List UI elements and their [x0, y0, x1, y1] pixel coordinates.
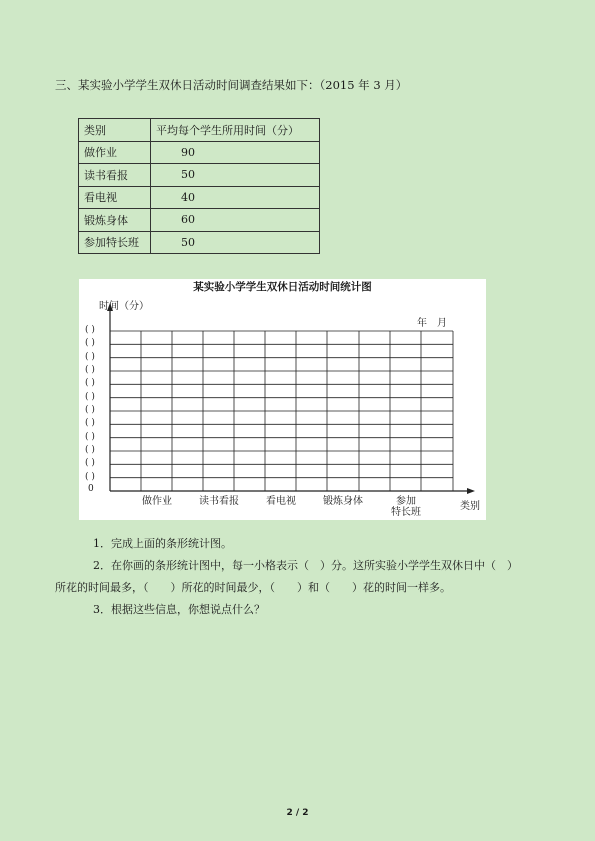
date-label: 年 月 [417, 318, 447, 329]
table-row [79, 209, 320, 232]
y-tick-label: ( ) [85, 325, 95, 335]
y-tick-label: ( ) [85, 458, 95, 469]
bar-chart-blank [79, 279, 486, 520]
y-tick-label: ( ) [85, 445, 95, 455]
page-number: 2 / 2 [286, 808, 309, 818]
table-row [79, 164, 320, 187]
y-tick-label: ( ) [85, 365, 95, 375]
table-row [79, 186, 320, 209]
y-tick-label: ( ) [85, 431, 95, 442]
table-header-row [79, 119, 320, 142]
table-cell-time: 50 [151, 164, 320, 187]
question-2-line-1: 2．在你画的条形统计图中，每一小格表示（ ）分。这所实验小学学生双休日中（ ） [93, 559, 518, 572]
table-row [79, 141, 320, 164]
x-tick-label: 读书看报 [199, 496, 239, 507]
x-tick-label: 参加 特长班 [391, 496, 421, 518]
x-axis-label: 类别 [460, 501, 480, 512]
y-tick-label: ( ) [85, 378, 95, 389]
y-tick-label: ( ) [85, 405, 95, 415]
table-cell-category: 参加特长班 [79, 231, 151, 254]
table-header-time: 平均每个学生所用时间（分） [151, 119, 320, 142]
y-tick-label: ( ) [85, 351, 95, 362]
x-axis-arrow-icon [467, 488, 475, 494]
table-cell-time: 40 [151, 186, 320, 209]
chart-title: 某实验小学学生双休日活动时间统计图 [193, 281, 372, 293]
table-row [79, 231, 320, 254]
y-tick-label: ( ) [85, 471, 95, 482]
section-heading: 三、某实验小学学生双休日活动时间调查结果如下：（2015 年 3 月） [55, 78, 408, 92]
question-1: 1．完成上面的条形统计图。 [93, 537, 232, 550]
x-tick-label: 锻炼身体 [323, 496, 363, 507]
table-cell-time: 50 [151, 231, 320, 254]
y-axis-label: 时间（分） [99, 301, 149, 312]
y-tick-label: ( ) [85, 418, 95, 429]
y-axis-zero-label: 0 [88, 484, 94, 494]
y-tick-label: ( ) [85, 338, 95, 349]
table-header-category: 类别 [79, 119, 151, 142]
x-tick-label: 做作业 [142, 496, 172, 507]
table-cell-category: 读书看报 [79, 164, 151, 187]
data-table [78, 118, 320, 254]
table-cell-category: 看电视 [79, 186, 151, 209]
table-cell-time: 90 [151, 141, 320, 164]
table-cell-category: 做作业 [79, 141, 151, 164]
question-2-line-2: 所花的时间最多，（ ）所花的时间最少，（ ）和（ ）花的时间一样多。 [55, 581, 451, 594]
table-cell-time: 60 [151, 209, 320, 232]
question-3: 3．根据这些信息，你想说点什么？ [93, 603, 265, 616]
table-cell-category: 锻炼身体 [79, 209, 151, 232]
x-tick-label: 看电视 [266, 496, 296, 507]
y-tick-label: ( ) [85, 391, 95, 402]
